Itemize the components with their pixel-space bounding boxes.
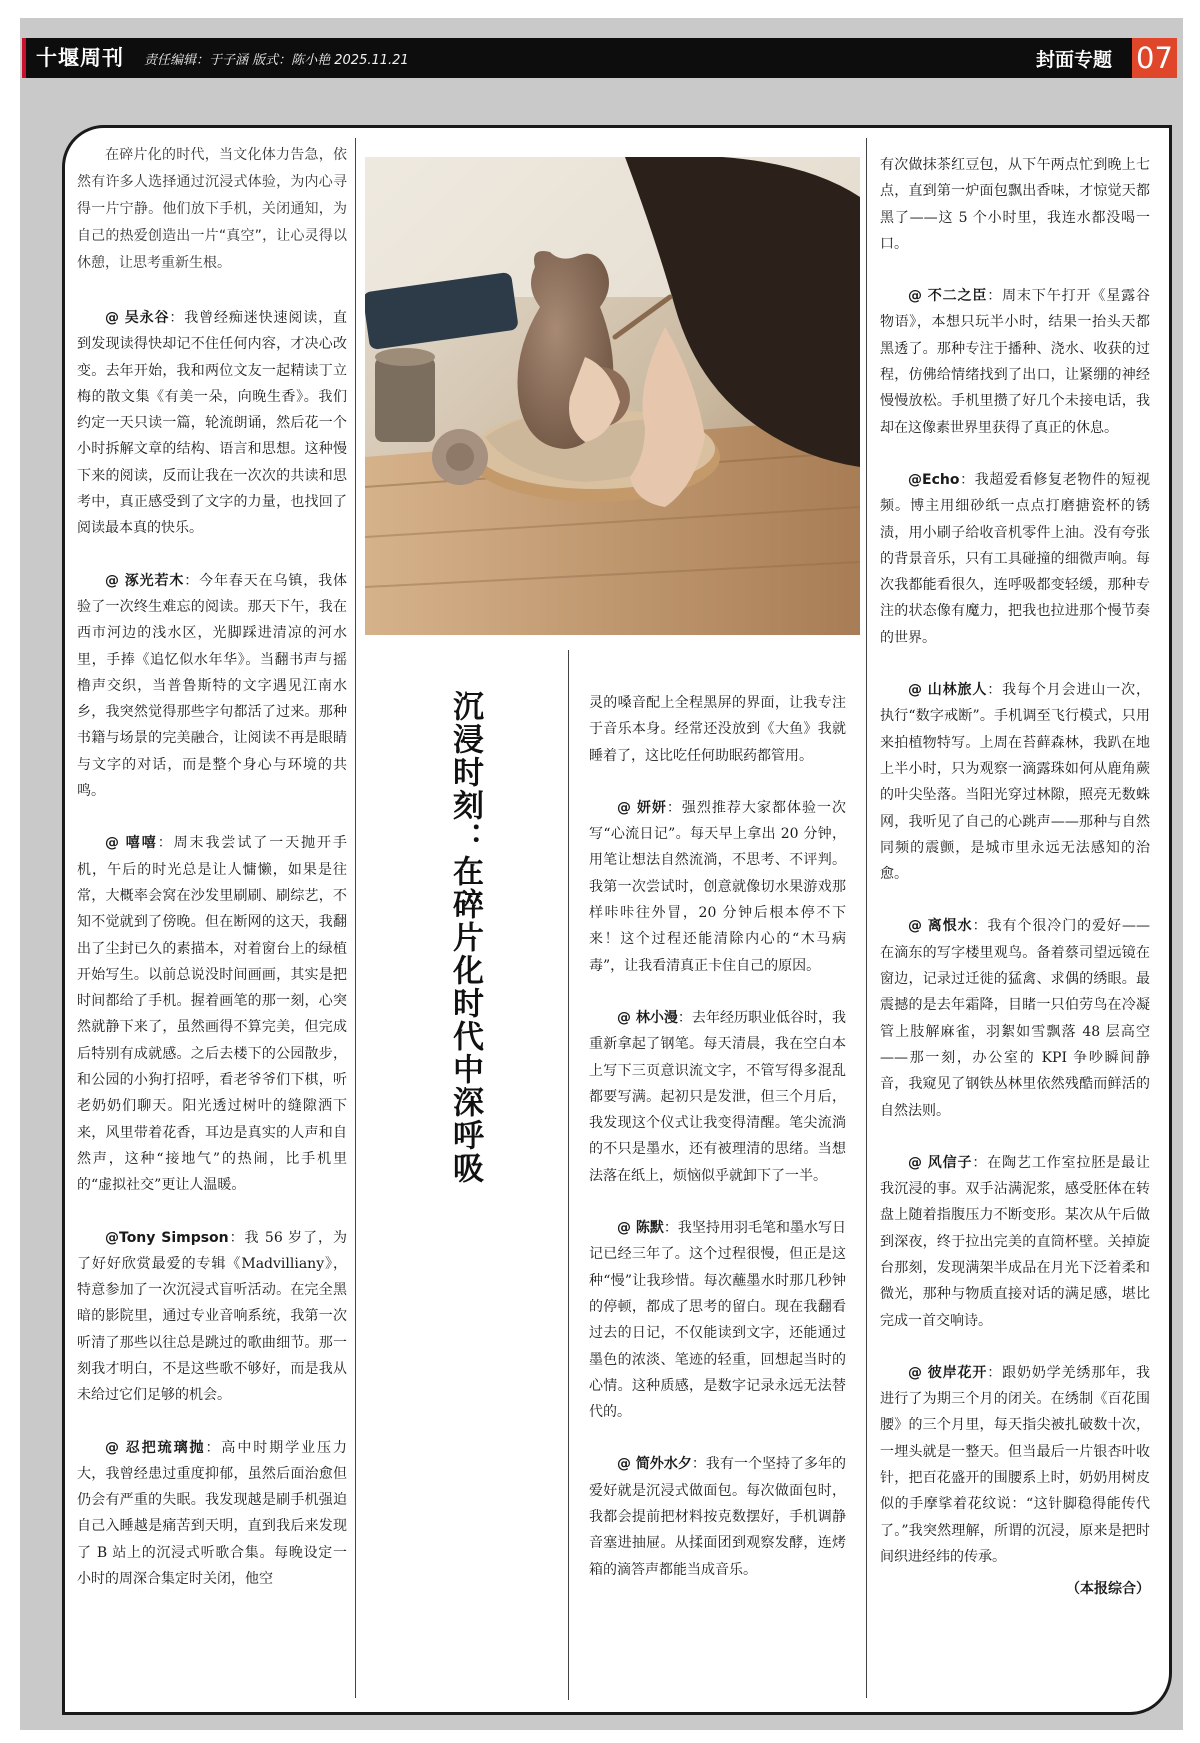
contributor-entry <box>880 1150 1150 1334</box>
editor-credits: 责任编辑：于子涵 版式：陈小艳 2025.11.21 <box>144 53 409 68</box>
entry-text: ：今年春天在乌镇，我体验了一次终生难忘的阅读。那天下午，我在西市河边的浅水区，光脚踩进清凉的河水里，手捧《追忆似水年华》。当翻书声与摇橹声交织，当普鲁斯特的文字遇见江南水乡，我突然觉得那些字句都活了过来。那种书籍与场景的完美融合，让阅读不再是眼睛与文字的对话，而是整个身心与环境的共鸣。 <box>77 572 347 800</box>
entry-text: ：去年经历职业低谷时，我重新拿起了钢笔。每天清晨，我在空白本上写下三页意识流文字，不管写得多混乱都要写满。起初只是发泄，但三个月后，我发现这个仪式让我变得清醒。笔尖流淌的不只是墨水，还有被理清的思绪。当想法落在纸上，烦恼似乎就卸下了一半。 <box>589 1009 847 1184</box>
contributor-entry <box>880 152 1150 257</box>
entry-text: ：我 56 岁了，为了好好欣赏最爱的专辑《Madvilliany》，特意参加了一次沉浸式盲听活动。在完全黑暗的影院里，通过专业音响系统，我第一次听清了那些以往总是跳过的歌曲细节。那一刻我才明白，不是这些歌不够好，而是我从未给过它们足够的机会。 <box>77 1229 347 1404</box>
article-column-3 <box>589 690 846 1609</box>
article-column-1 <box>77 142 347 1618</box>
entry-text: ：我超爱看修复老物件的短视频。博主用细砂纸一点点打磨搪瓷杯的锈渍，用小刷子给收音机零件上油。没有夸张的背景音乐，只有工具碰撞的细微声响。每次我都能看很久，连呼吸都变轻缓，那种专注的状态像有魔力，把我也拉进那个慢节奏的世界。 <box>880 471 1150 646</box>
contributor-name: @ 风信子 <box>908 1154 973 1171</box>
contributor-name: @Tony Simpson <box>105 1229 229 1246</box>
contributor-name: @ 忍把琉璃抛 <box>105 1439 206 1456</box>
entry-text: ：我曾经痴迷快速阅读，直到发现读得快却记不住任何内容，才决心改变。去年开始，我和两位文友一起精读丁立梅的散文集《有美一朵，向晚生香》。我们约定一天只读一篇，轮流朗诵，然后花一个小时拆解文章的结构、语言和思想。这种慢下来的阅读，反而让我在一次次的共读和思考中，真正感受到了文字的力量，也找回了阅读最本真的快乐。 <box>77 310 347 537</box>
column-divider <box>568 650 569 1700</box>
page-number: 07 <box>1132 38 1177 78</box>
entry-text: 有次做抹茶红豆包，从下午两点忙到晚上七点，直到第一炉面包飘出香味，才惊觉天都黑了——这 5 个小时里，我连水都没喝一口。 <box>880 157 1150 252</box>
contributor-name: @ 彼岸花开 <box>908 1364 988 1381</box>
contributor-entry <box>589 1215 846 1425</box>
entry-text: ：我有个很冷门的爱好——在滴东的写字楼里观鸟。备着蔡司望远镜在窗边，记录过迁徙的猛禽、求偶的绣眼。最震撼的是去年霜降，目睹一只伯劳鸟在冷凝管上肢解麻雀，羽絮如雪飘落 48 层高空——那一刻，办公室的 KPI 争吵瞬间静音，我窥见了钢铁丛林里依然残酷而鲜活的自然法则。 <box>880 918 1150 1119</box>
contributor-entry <box>77 1435 347 1593</box>
contributor-name: @Echo <box>908 471 960 488</box>
contributor-name: @ 吴永谷 <box>105 310 170 326</box>
contributor-entry <box>589 690 846 769</box>
article-signature: （本报综合） <box>1066 1581 1150 1598</box>
contributor-name: @ 离恨水 <box>908 918 973 935</box>
column-1-entries <box>77 305 347 1592</box>
contributor-entry <box>77 1225 347 1409</box>
contributor-name: @ 山林旅人 <box>908 682 988 699</box>
contributor-name: @ 不二之臣 <box>908 288 988 305</box>
entry-text: ：我坚持用羽毛笔和墨水写日记已经三年了。这个过程很慢，但正是这种“慢”让我珍惜。每次蘸墨水时那几秒钟的停顿，都成了思考的留白。现在我翻看过去的日记，不仅能读到文字，还能通过墨色的浓淡、笔迹的轻重，回想起当时的心情。这种质感，是数字记录永远无法替代的。 <box>589 1220 847 1421</box>
contributor-entry <box>77 568 347 805</box>
contributor-name: @ 陈默 <box>617 1220 664 1237</box>
contributor-entry <box>77 830 347 1198</box>
contributor-name: @ 简外水夕 <box>617 1456 692 1473</box>
contributor-entry <box>77 305 347 542</box>
contributor-name: @ 嘻嘻 <box>105 835 158 852</box>
contributor-entry <box>589 1451 846 1582</box>
contributor-entry <box>880 283 1150 441</box>
pottery-photo <box>365 157 860 635</box>
contributor-entry <box>880 1360 1150 1570</box>
entry-text: ：周末下午打开《星露谷物语》，本想只玩半小时，结果一抬头天都黑透了。那种专注于播种、浇水、收获的过程，仿佛给情绪找到了出口，让紧绷的神经慢慢放松。手机里攒了好几个未接电话，我却在这像素世界里获得了真正的休息。 <box>880 288 1150 436</box>
entry-text: ：周末我尝试了一天抛开手机，午后的时光总是让人慵懒，如果是往常，大概率会窝在沙发里刷刷、刷综艺，不知不觉就到了傍晚。但在断网的这天，我翻出了尘封已久的素描本，对着窗台上的绿植开始写生。以前总说没时间画画，其实是把时间都给了手机。握着画笔的那一刻，心突然就静下来了，虽然画得不算完美，但完成后特别有成就感。之后去楼下的公园散步，和公园的小狗打招呼，看老爷爷们下棋，听老奶奶们聊天。阳光透过树叶的缝隙洒下来，风里带着花香，耳边是真实的人声和自然声，这种“接地气”的热闹，比手机里的“虚拟社交”更让人温暖。 <box>77 835 347 1194</box>
contributor-name: @ 妍妍 <box>617 799 667 816</box>
masthead-text: 十堰周刊 <box>36 45 124 70</box>
contributor-name: @ 林小漫 <box>617 1009 678 1026</box>
contributor-entry <box>589 795 846 979</box>
article-column-4 <box>880 152 1150 1603</box>
entry-text: ：我有一个坚持了多年的爱好就是沉浸式做面包。每次做面包时，我都会提前把材料按克数摆好，手机调静音塞进抽屉。从揉面团到观察发酵，连烤箱的滴答声都能当成音乐。 <box>589 1456 847 1578</box>
entry-text: ：强烈推荐大家都体验一次写“心流日记”。每天早上拿出 20 分钟，用笔让想法自然流淌，不思考、不评判。我第一次尝试时，创意就像切水果游戏那样咔咔往外冒，20 分钟后根本停不下来！这个过程还能清除内心的“木马病毒”，让我看清真正卡住自己的原因。 <box>589 799 847 974</box>
section-title: 封面专题 <box>1036 49 1113 71</box>
contributor-entry <box>880 677 1150 887</box>
contributor-name: @ 涿光若木 <box>105 572 185 589</box>
article-title: 沉浸时刻：在碎片化时代中深呼吸 <box>447 690 483 1185</box>
entry-text: ：高中时期学业压力大，我曾经患过重度抑郁，虽然后面治愈但仍会有严重的失眠。我发现越是刷手机强迫自己入睡越是痛苦到天明，直到我后来发现了 B 站上的沉浸式听歌合集。每晚设定一小时的周深合集定时关闭，他空 <box>77 1439 347 1588</box>
contributor-entry <box>880 913 1150 1123</box>
article-intro: 在碎片化的时代，当文化体力告急，依然有许多人选择通过沉浸式体验，为内心寻得一片宁静。他们放下手机，关闭通知，为自己的热爱创造出一片“真空”，让心灵得以休憩，让思考重新生根。 <box>77 147 347 271</box>
column-divider <box>355 138 356 1698</box>
entry-text: ：我每个月会进山一次，执行“数字戒断”。手机调至飞行模式，只用来拍植物特写。上周在苔藓森林，我趴在地上半小时，只为观察一滴露珠如何从鹿角蕨的叶尖坠落。当阳光穿过林隙，照亮无数蛛网，我听见了自己的心跳声——那种与自然同频的震颤，是城市里永远无法感知的治愈。 <box>880 682 1150 883</box>
contributor-entry <box>880 467 1150 651</box>
entry-text: ：在陶艺工作室拉胚是最让我沉浸的事。双手沾满泥浆，感受胚体在转盘上随着指腹压力不断变形。某次从午后做到深夜，终于拉出完美的直筒杯壁。关掉旋台那刻，发现满架半成品在月光下泛着柔和微光，那种与物质直接对话的满足感，堪比完成一首交响诗。 <box>880 1154 1150 1329</box>
column-divider <box>866 138 867 1698</box>
pottery-illustration <box>365 157 860 635</box>
entry-text: ：跟奶奶学羌绣那年，我进行了为期三个月的闭关。在绣制《百花围腰》的三个月里，每天指尖被扎破数十次，一埋头就是一整天。但当最后一片银杏叶收针，把百花盛开的围腰系上时，奶奶用树皮似的手摩挲着花纹说：“这针脚稳得能传代了。”我突然理解，所谓的沉浸，原来是把时间织进经纬的传承。 <box>880 1364 1150 1565</box>
masthead-logo <box>22 38 129 78</box>
page-header <box>22 38 1177 78</box>
entry-text: 灵的嗓音配上全程黑屏的界面，让我专注于音乐本身。经常还没放到《大鱼》我就睡着了，这比吃任何助眠药都管用。 <box>589 695 846 764</box>
contributor-entry <box>589 1005 846 1189</box>
